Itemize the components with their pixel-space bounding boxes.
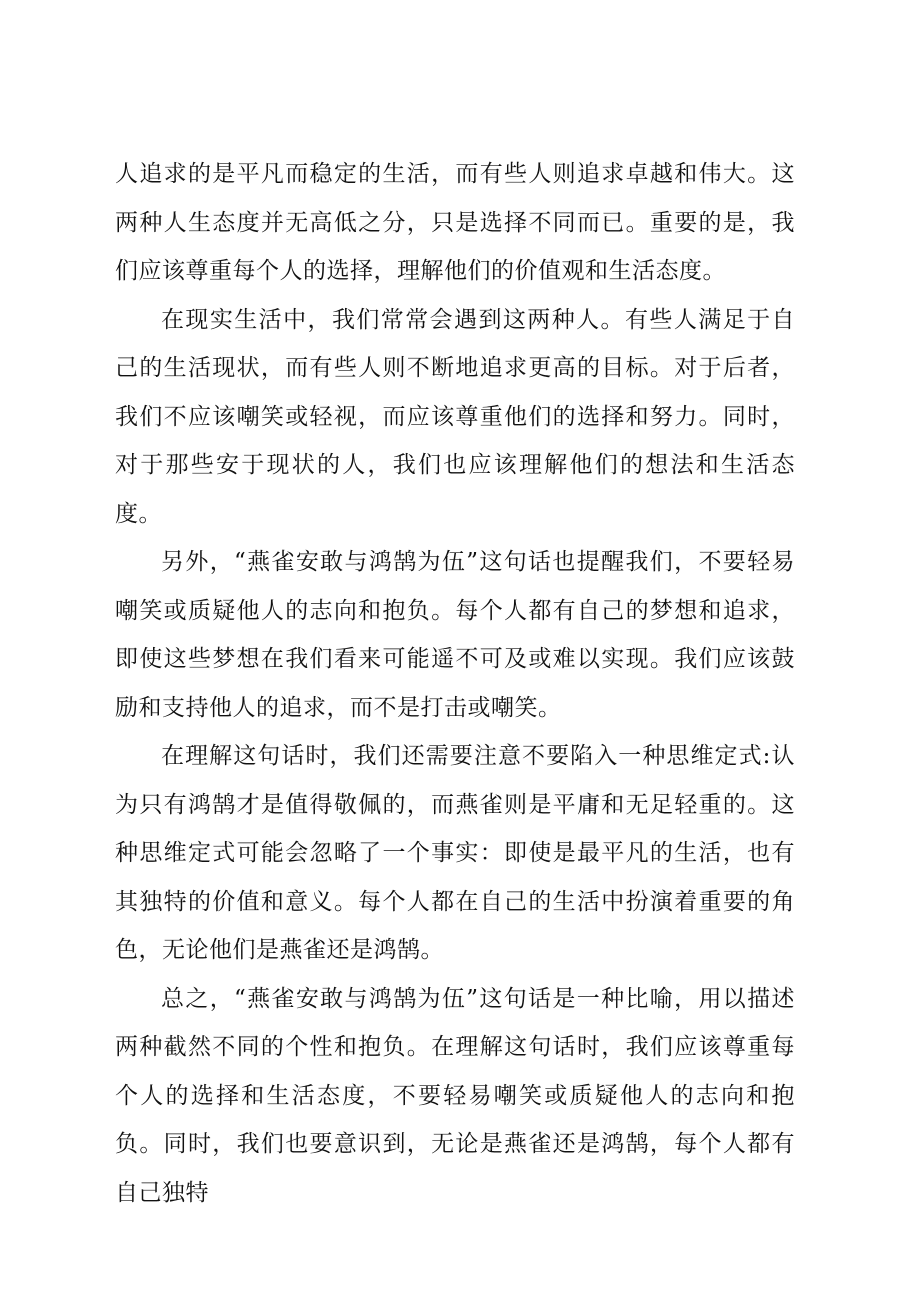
- paragraph-reminder: 另外，“燕雀安敢与鸿鹄为伍”这句话也提醒我们，不要轻易嘲笑或质疑他人的志向和抱负。每个人都有自己的梦想和追求，即使这些梦想在我们看来可能遥不可及或难以实现。我们应该鼓励和支持他人的追求，而不是打击或嘲笑。: [115, 549, 795, 721]
- paragraph-mindset: 在理解这句话时，我们还需要注意不要陷入一种思维定式:认为只有鸿鹄才是值得敬佩的，而燕雀则是平庸和无足轻重的。这种思维定式可能会忽略了一个事实：即使是最平凡的生活，也有其独特的价值和意义。每个人都在自己的生活中扮演着重要的角色，无论他们是燕雀还是鸿鹄。: [115, 743, 795, 963]
- paragraph-conclusion: 总之，“燕雀安敢与鸿鹄为伍”这句话是一种比喻，用以描述两种截然不同的个性和抱负。在理解这句话时，我们应该尊重每个人的选择和生活态度，不要轻易嘲笑或质疑他人的志向和抱负。同时，我们也要意识到，无论是燕雀还是鸿鹄，每个人都有自己独特: [115, 985, 795, 1206]
- document-body: [115, 150, 795, 1217]
- paragraph-real-life: 在现实生活中，我们常常会遇到这两种人。有些人满足于自己的生活现状，而有些人则不断地追求更高的目标。对于后者，我们不应该嘲笑或轻视，而应该尊重他们的选择和努力。同时，对于那些安于现状的人，我们也应该理解他们的想法和生活态度。: [115, 306, 795, 527]
- paragraph-continuation: 人追求的是平凡而稳定的生活，而有些人则追求卓越和伟大。这两种人生态度并无高低之分，只是选择不同而已。重要的是，我们应该尊重每个人的选择，理解他们的价值观和生活态度。: [115, 161, 795, 284]
